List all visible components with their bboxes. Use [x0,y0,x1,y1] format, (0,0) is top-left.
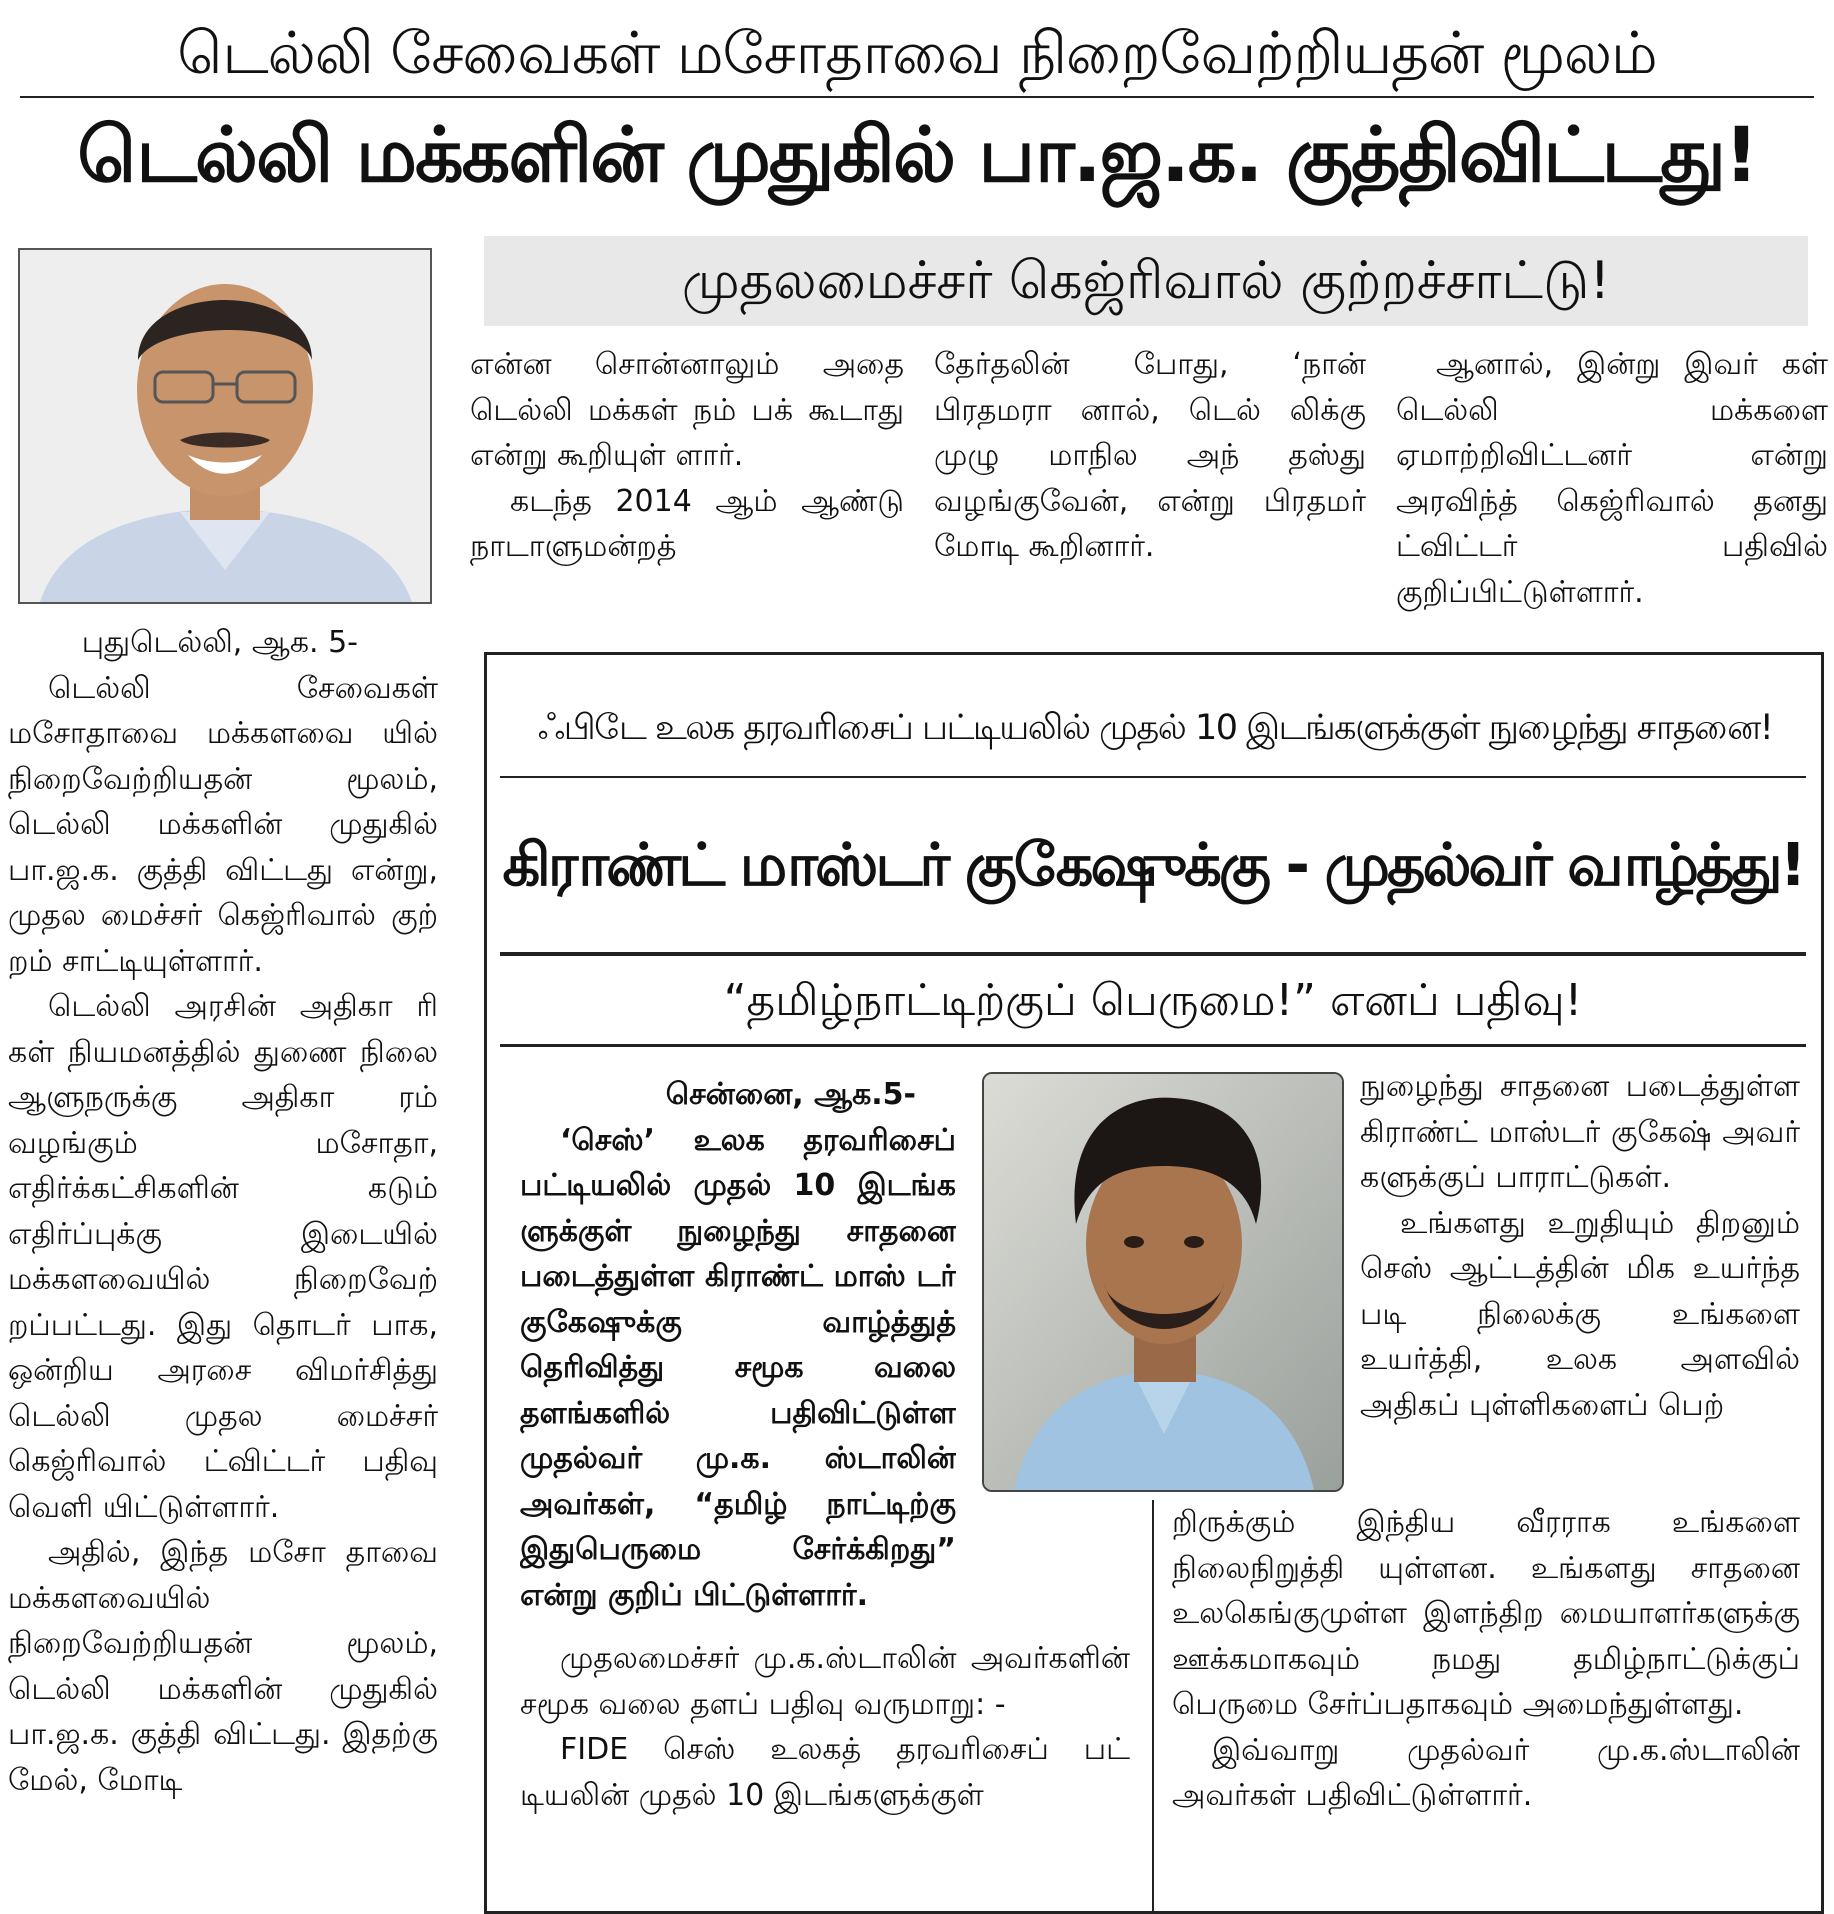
paragraph: றிருக்கும் இந்திய வீரராக உங்களை நிலைநிறுத்தி யுள்ளன. உங்களது சாதனை உலகெங்குமுள்ள இளந்திற மையாளர்களுக்கு ஊக்கமாகவும் நமது தமிழ்நாட்டுக்குப் பெருமை சேர்ப்பதாகவும் அமைந்துள்ளது. [1172,1505,1800,1722]
paragraph: நுழைந்து சாதனை படைத்துள்ள கிராண்ட் மாஸ்டர் குகேஷ் அவர் களுக்குப் பாராட்டுகள். [1360,1069,1800,1195]
boxed-lead-column [520,1072,956,1632]
paragraph: தேர்தலின் போது, ‘நான் பிரதமரா னால், டெல் லிக்கு முழு மாநில அந் தஸ்து வழங்குவேன், என்று பிரதமர் மோடி கூறினார். [934,347,1366,564]
article-column-1 [8,620,438,1914]
paragraph: கடந்த 2014 ஆம் ஆண்டு நாடாளுமன்றத் [470,483,904,564]
paragraph: டெல்லி அரசின் அதிகா ரி கள் நியமனத்தில் துணை நிலை ஆளுநருக்கு அதிகா ரம் வழங்கும் மசோதா, எதிர்க்கட்சிகளின் கடும் எதிர்ப்புக்கு இடையில் மக்களவையில் நிறைவேற் றப்பட்டது. இது தொடர் பாக, ஒன்றிய அரசை விமர்சித்து டெல்லி முதல மைச்சர் கெஜ்ரிவால் ட்விட்டர் பதிவு வெளி யிட்டுள்ளார். [8,989,438,1525]
paragraph: டெல்லி சேவைகள் மசோதாவை மக்களவை யில் நிறைவேற்றியதன் மூலம், டெல்லி மக்களின் முதுகில் பா.ஜ.க. குத்தி விட்டது என்று, முதல மைச்சர் கெஜ்ரிவால் குற் றம் சாட்டியுள்ளார். [8,670,438,979]
divider-rule [500,1044,1806,1047]
column-divider [1152,1500,1154,1914]
paragraph: முதலமைச்சர் மு.க.ஸ்டாலின் அவர்களின் சமூக வலை தளப் பதிவு வருமாறு: - [520,1641,1130,1722]
paragraph: ‘செஸ்’ உலக தரவரிசைப் பட்டியலில் முதல் 10 இடங்க ளுக்குள் நுழைந்து சாதனை படைத்துள்ள கிராண்ட் மாஸ் டர் குகேஷுக்கு வாழ்த்துத் தெரிவித்து சமூக வலை தளங்களில் பதிவிட்டுள்ள முதல்வர் மு.க. ஸ்டாலின் அவர்கள், “தமிழ் நாட்டிற்கு இதுபெருமை சேர்க்கிறது” என்று குறிப் பிட்டுள்ளார். [520,1122,956,1613]
paragraph: என்ன சொன்னாலும் அதை டெல்லி மக்கள் நம் பக் கூடாது என்று கூறியுள் ளார். [470,347,904,473]
boxed-kicker: ஃபிடே உலக தரவரிசைப் பட்டியலில் முதல் 10 இடங்களுக்குள் நுழைந்து சாதனை! [537,708,1773,748]
portrait-photo-gukesh [982,1072,1344,1492]
main-headline: டெல்லி மக்களின் முதுகில் பா.ஜ.க. குத்திவிட்டது! [77,110,1757,199]
dateline: புதுடெல்லி, ஆக. 5- [81,625,358,660]
boxed-body-right-top [1360,1064,1800,1504]
paragraph: உங்களது உறுதியும் திறனும் செஸ் ஆட்டத்தின் மிக உயர்ந்த படி நிலைக்கு உங்களை உயர்த்தி, உலக அளவில் அதிகப் புள்ளிகளைப் பெற் [1360,1205,1800,1423]
paragraph: ஆனால், இன்று இவர் கள் டெல்லி மக்களை ஏமாற்றிவிட்டனர் என்று அரவிந்த் கெஜ்ரிவால் தனது ட்விட்டர் பதிவில் குறிப்பிட்டுள்ளார். [1396,347,1828,610]
article-column-2 [470,342,904,620]
boxed-body-left [520,1636,1130,1914]
divider-rule [20,96,1814,98]
boxed-body-right-bottom [1172,1500,1800,1914]
paragraph: FIDE செஸ் உலகத் தரவரிசைப் பட் டியலின் முதல் 10 இடங்களுக்குள் [520,1732,1130,1813]
subheadline-bar: முதலமைச்சர் கெஜ்ரிவால் குற்றச்சாட்டு! [484,236,1808,326]
article-column-3 [934,342,1366,620]
portrait-photo-kejriwal [18,248,432,604]
article-column-4 [1396,342,1828,620]
paragraph: இவ்வாறு முதல்வர் மு.க.ஸ்டாலின் அவர்கள் பதிவிட்டுள்ளார். [1172,1732,1800,1813]
paragraph: அதில், இந்த மசோ தாவை மக்களவையில் நிறைவேற்றியதன் மூலம், டெல்லி மக்களின் முதுகில் பா.ஜ.க. குத்தி விட்டது. இதற்கு மேல், மோடி [8,1535,438,1798]
kicker-headline: டெல்லி சேவைகள் மசோதாவை நிறைவேற்றியதன் மூலம் [177,19,1657,87]
boxed-headline: கிராண்ட் மாஸ்டர் குகேஷுக்கு - முதல்வர் வாழ்த்து! [502,830,1804,899]
divider-rule [500,776,1806,778]
divider-rule [500,952,1806,956]
dateline: சென்னை, ஆக.5- [665,1077,916,1112]
boxed-subheadline: “தமிழ்நாட்டிற்குப் பெருமை!” எனப் பதிவு! [723,975,1583,1026]
